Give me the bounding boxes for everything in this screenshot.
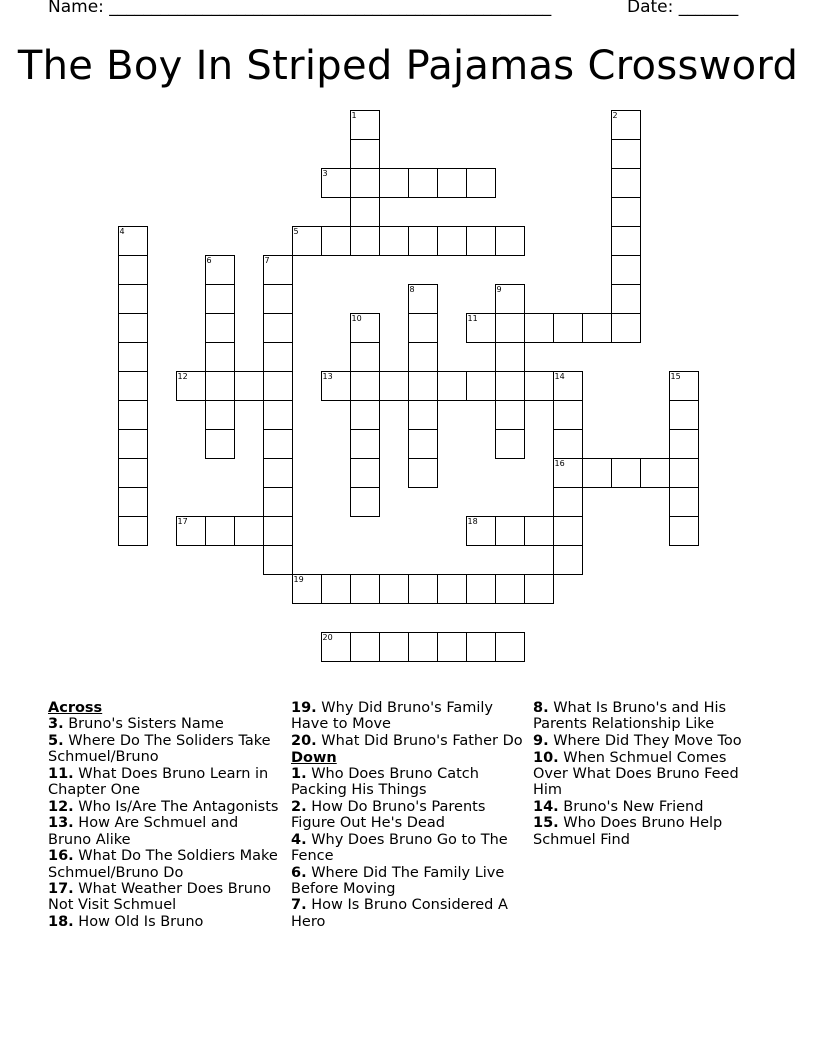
clue-number-label: 20. bbox=[291, 732, 317, 749]
crossword-cell[interactable] bbox=[553, 487, 583, 517]
clue-column-1 bbox=[48, 700, 280, 931]
crossword-cell[interactable] bbox=[321, 574, 351, 604]
clue-number-label: 14. bbox=[533, 798, 559, 815]
clue-number-label: 1. bbox=[291, 765, 307, 782]
clue-number: 3 bbox=[322, 168, 328, 178]
crossword-cell[interactable] bbox=[263, 342, 293, 372]
down-clue bbox=[291, 832, 523, 864]
clue-number-label: 19. bbox=[291, 700, 317, 716]
down-clue bbox=[533, 799, 765, 815]
crossword-cell[interactable] bbox=[495, 371, 525, 401]
clue-number: 4 bbox=[119, 226, 125, 236]
across-clue bbox=[48, 733, 280, 765]
crossword-cell[interactable] bbox=[495, 284, 525, 314]
clue-number-label: 11. bbox=[48, 765, 74, 782]
clue-number-label: 12. bbox=[48, 798, 74, 815]
clue-column-2 bbox=[291, 700, 523, 930]
crossword-cell[interactable] bbox=[611, 255, 641, 285]
crossword-cell[interactable] bbox=[524, 371, 554, 401]
crossword-cell[interactable] bbox=[524, 313, 554, 343]
down-clue bbox=[533, 815, 765, 847]
crossword-cell[interactable] bbox=[408, 342, 438, 372]
crossword-cell[interactable] bbox=[466, 632, 496, 662]
clue-number-label: 16. bbox=[48, 848, 74, 865]
clue-number-label: 17. bbox=[48, 881, 74, 898]
crossword-cell[interactable] bbox=[437, 371, 467, 401]
crossword-cell[interactable] bbox=[350, 371, 380, 401]
crossword-cell[interactable] bbox=[408, 574, 438, 604]
crossword-cell[interactable] bbox=[350, 226, 380, 256]
crossword-cell[interactable] bbox=[408, 168, 438, 198]
across-clue bbox=[291, 700, 523, 732]
clue-text: Where Did They Move Too bbox=[548, 732, 742, 749]
crossword-cell[interactable] bbox=[263, 371, 293, 401]
clue-number: 16 bbox=[554, 458, 565, 468]
crossword-cell[interactable] bbox=[350, 110, 380, 140]
clue-text: What Weather Does Bruno Not Visit Schmuel bbox=[48, 881, 271, 914]
across-clue bbox=[48, 716, 280, 732]
clue-number: 9 bbox=[496, 284, 502, 294]
clue-number-label: 6. bbox=[291, 864, 307, 881]
clue-text: What Does Bruno Learn in Chapter One bbox=[48, 765, 269, 799]
crossword-cell[interactable] bbox=[669, 400, 699, 430]
across-clue-list-continued bbox=[291, 700, 523, 749]
crossword-cell[interactable] bbox=[495, 632, 525, 662]
crossword-cell[interactable] bbox=[553, 313, 583, 343]
crossword-cell[interactable] bbox=[495, 342, 525, 372]
down-clue-list bbox=[291, 766, 523, 930]
clue-column-3 bbox=[533, 700, 765, 848]
crossword-cell[interactable] bbox=[263, 400, 293, 430]
crossword-cell[interactable] bbox=[408, 400, 438, 430]
clue-number-label: 5. bbox=[48, 732, 64, 749]
crossword-cell[interactable] bbox=[263, 545, 293, 575]
crossword-cell[interactable] bbox=[553, 516, 583, 546]
clue-number: 5 bbox=[293, 226, 299, 236]
crossword-cell[interactable] bbox=[350, 342, 380, 372]
crossword-cell[interactable] bbox=[408, 458, 438, 488]
crossword-cell[interactable] bbox=[611, 284, 641, 314]
crossword-cell[interactable] bbox=[350, 487, 380, 517]
down-clue bbox=[291, 897, 523, 929]
crossword-cell[interactable] bbox=[350, 313, 380, 343]
clue-number: 15 bbox=[670, 371, 681, 381]
across-heading: Across bbox=[48, 700, 103, 716]
down-clue bbox=[291, 766, 523, 798]
crossword-cell[interactable] bbox=[466, 313, 496, 343]
crossword-cell[interactable] bbox=[118, 284, 148, 314]
clue-text: What Do The Soldiers Make Schmuel/Bruno Do bbox=[48, 848, 278, 881]
crossword-cell[interactable] bbox=[118, 226, 148, 256]
crossword-cell[interactable] bbox=[205, 255, 235, 285]
crossword-cell[interactable] bbox=[263, 516, 293, 546]
crossword-cell[interactable] bbox=[205, 313, 235, 343]
down-clue bbox=[533, 750, 765, 799]
crossword-cell[interactable] bbox=[205, 400, 235, 430]
crossword-cell[interactable] bbox=[524, 516, 554, 546]
clue-text: Where Did The Family Live Before Moving bbox=[291, 864, 505, 897]
crossword-cell[interactable] bbox=[350, 139, 380, 169]
crossword-cell[interactable] bbox=[669, 458, 699, 488]
across-clue bbox=[291, 733, 523, 749]
crossword-cell[interactable] bbox=[234, 516, 264, 546]
crossword-cell[interactable] bbox=[611, 168, 641, 198]
date-field-label: Date: _______ bbox=[627, 0, 739, 17]
across-clue bbox=[48, 766, 280, 798]
crossword-cell[interactable] bbox=[292, 574, 322, 604]
clue-number: 8 bbox=[409, 284, 415, 294]
clue-text: Bruno's Sisters Name bbox=[63, 716, 224, 733]
crossword-cell[interactable] bbox=[350, 197, 380, 227]
clue-text: How Are Schmuel and Bruno Alike bbox=[48, 815, 239, 848]
crossword-cell[interactable] bbox=[350, 168, 380, 198]
crossword-cell[interactable] bbox=[350, 574, 380, 604]
clue-number: 2 bbox=[612, 110, 618, 120]
clue-text: Bruno's New Friend bbox=[558, 798, 704, 815]
crossword-cell[interactable] bbox=[205, 284, 235, 314]
crossword-cell[interactable] bbox=[611, 110, 641, 140]
crossword-cell[interactable] bbox=[321, 632, 351, 662]
clue-number-label: 3. bbox=[48, 716, 64, 733]
clue-text: What Did Bruno's Father Do bbox=[316, 732, 523, 749]
crossword-cell[interactable] bbox=[118, 516, 148, 546]
crossword-cell[interactable] bbox=[553, 458, 583, 488]
crossword-cell[interactable] bbox=[466, 226, 496, 256]
crossword-cell[interactable] bbox=[582, 458, 612, 488]
crossword-cell[interactable] bbox=[582, 313, 612, 343]
crossword-cell[interactable] bbox=[263, 429, 293, 459]
crossword-cell[interactable] bbox=[118, 371, 148, 401]
crossword-cell[interactable] bbox=[350, 632, 380, 662]
crossword-cell[interactable] bbox=[466, 168, 496, 198]
crossword-cell[interactable] bbox=[437, 226, 467, 256]
crossword-cell[interactable] bbox=[466, 371, 496, 401]
across-clue bbox=[48, 881, 280, 913]
clue-number-label: 15. bbox=[533, 815, 559, 832]
clue-number: 20 bbox=[322, 632, 333, 642]
crossword-cell[interactable] bbox=[611, 313, 641, 343]
across-clue bbox=[48, 848, 280, 880]
crossword-cell[interactable] bbox=[466, 516, 496, 546]
crossword-cell[interactable] bbox=[234, 371, 264, 401]
crossword-cell[interactable] bbox=[321, 226, 351, 256]
clue-number: 7 bbox=[264, 255, 270, 265]
clue-number: 17 bbox=[177, 516, 188, 526]
crossword-cell[interactable] bbox=[118, 313, 148, 343]
crossword-cell[interactable] bbox=[118, 255, 148, 285]
crossword-cell[interactable] bbox=[466, 574, 496, 604]
clue-text: Where Do The Soliders Take Schmuel/Bruno bbox=[48, 732, 271, 766]
clue-number: 6 bbox=[206, 255, 212, 265]
crossword-cell[interactable] bbox=[118, 487, 148, 517]
crossword-cell[interactable] bbox=[205, 516, 235, 546]
clue-number: 12 bbox=[177, 371, 188, 381]
crossword-cell[interactable] bbox=[437, 632, 467, 662]
crossword-cell[interactable] bbox=[350, 458, 380, 488]
down-clue bbox=[533, 700, 765, 732]
clue-text: Who Is/Are The Antagonists bbox=[73, 798, 279, 815]
clue-text: Why Did Bruno's Family Have to Move bbox=[291, 700, 493, 733]
crossword-cell[interactable] bbox=[408, 429, 438, 459]
crossword-cell[interactable] bbox=[205, 429, 235, 459]
clue-number-label: 13. bbox=[48, 815, 74, 832]
down-heading: Down bbox=[291, 749, 337, 766]
clue-number: 1 bbox=[351, 110, 357, 120]
crossword-cell[interactable] bbox=[408, 284, 438, 314]
down-clue bbox=[291, 799, 523, 831]
crossword-cell[interactable] bbox=[437, 168, 467, 198]
clue-text: How Is Bruno Considered A Hero bbox=[291, 897, 508, 930]
clue-text: What Is Bruno's and His Parents Relationship Like bbox=[533, 700, 727, 733]
crossword-cell[interactable] bbox=[553, 429, 583, 459]
crossword-cell[interactable] bbox=[553, 545, 583, 575]
crossword-cell[interactable] bbox=[263, 487, 293, 517]
crossword-cell[interactable] bbox=[495, 313, 525, 343]
clue-text: How Old Is Bruno bbox=[73, 914, 204, 931]
crossword-cell[interactable] bbox=[350, 429, 380, 459]
clue-number: 11 bbox=[467, 313, 478, 323]
across-clue-list bbox=[48, 716, 280, 930]
crossword-cell[interactable] bbox=[321, 371, 351, 401]
crossword-cell[interactable] bbox=[611, 139, 641, 169]
crossword-cell[interactable] bbox=[495, 516, 525, 546]
clue-number-label: 9. bbox=[533, 732, 549, 749]
clue-text: How Do Bruno's Parents Figure Out He's Dead bbox=[291, 798, 486, 831]
clue-number-label: 10. bbox=[533, 749, 559, 766]
crossword-cell[interactable] bbox=[640, 458, 670, 488]
crossword-cell[interactable] bbox=[321, 168, 351, 198]
crossword-cell[interactable] bbox=[437, 574, 467, 604]
down-clue bbox=[533, 733, 765, 749]
crossword-cell[interactable] bbox=[379, 632, 409, 662]
crossword-cell[interactable] bbox=[669, 429, 699, 459]
crossword-cell[interactable] bbox=[176, 516, 206, 546]
crossword-cell[interactable] bbox=[611, 458, 641, 488]
clue-number: 10 bbox=[351, 313, 362, 323]
crossword-cell[interactable] bbox=[205, 342, 235, 372]
crossword-cell[interactable] bbox=[176, 371, 206, 401]
crossword-cell[interactable] bbox=[263, 458, 293, 488]
crossword-cell[interactable] bbox=[495, 574, 525, 604]
crossword-cell[interactable] bbox=[379, 226, 409, 256]
clue-text: Who Does Bruno Catch Packing His Things bbox=[291, 765, 479, 799]
page-title: The Boy In Striped Pajamas Crossword bbox=[17, 43, 799, 89]
crossword-cell[interactable] bbox=[611, 197, 641, 227]
clue-number: 18 bbox=[467, 516, 478, 526]
crossword-cell[interactable] bbox=[669, 371, 699, 401]
crossword-cell[interactable] bbox=[611, 226, 641, 256]
crossword-cell[interactable] bbox=[669, 516, 699, 546]
crossword-cell[interactable] bbox=[408, 632, 438, 662]
down-clue bbox=[291, 865, 523, 897]
crossword-cell[interactable] bbox=[553, 400, 583, 430]
crossword-cell[interactable] bbox=[379, 168, 409, 198]
crossword-cell[interactable] bbox=[263, 255, 293, 285]
across-clue bbox=[48, 815, 280, 847]
crossword-cell[interactable] bbox=[524, 574, 554, 604]
clue-number: 19 bbox=[293, 574, 304, 584]
across-clue bbox=[48, 799, 280, 815]
clue-text: Who Does Bruno Help Schmuel Find bbox=[533, 815, 723, 848]
crossword-cell[interactable] bbox=[408, 226, 438, 256]
crossword-cell[interactable] bbox=[350, 400, 380, 430]
clue-number-label: 7. bbox=[291, 897, 307, 914]
crossword-cell[interactable] bbox=[408, 371, 438, 401]
crossword-cell[interactable] bbox=[205, 371, 235, 401]
crossword-cell[interactable] bbox=[379, 371, 409, 401]
crossword-cell[interactable] bbox=[263, 284, 293, 314]
crossword-cell[interactable] bbox=[495, 429, 525, 459]
crossword-cell[interactable] bbox=[553, 371, 583, 401]
crossword-cell[interactable] bbox=[669, 487, 699, 517]
crossword-cell[interactable] bbox=[118, 458, 148, 488]
crossword-cell[interactable] bbox=[379, 574, 409, 604]
crossword-cell[interactable] bbox=[495, 400, 525, 430]
name-field-label: Name: ____________________________________________________ bbox=[48, 0, 552, 17]
crossword-cell[interactable] bbox=[118, 342, 148, 372]
clue-number-label: 8. bbox=[533, 700, 549, 716]
clue-number-label: 2. bbox=[291, 798, 307, 815]
crossword-cell[interactable] bbox=[408, 313, 438, 343]
clue-number: 14 bbox=[554, 371, 565, 381]
crossword-cell[interactable] bbox=[118, 400, 148, 430]
crossword-cell[interactable] bbox=[495, 226, 525, 256]
clue-text: When Schmuel Comes Over What Does Bruno Feed Him bbox=[533, 749, 739, 799]
clue-number-label: 4. bbox=[291, 831, 307, 848]
crossword-cell[interactable] bbox=[263, 313, 293, 343]
down-clue-list-continued bbox=[533, 700, 765, 848]
crossword-cell[interactable] bbox=[292, 226, 322, 256]
clue-number: 13 bbox=[322, 371, 333, 381]
clue-text: Why Does Bruno Go to The Fence bbox=[291, 831, 508, 864]
clue-number-label: 18. bbox=[48, 914, 74, 931]
across-clue bbox=[48, 914, 280, 930]
crossword-cell[interactable] bbox=[118, 429, 148, 459]
